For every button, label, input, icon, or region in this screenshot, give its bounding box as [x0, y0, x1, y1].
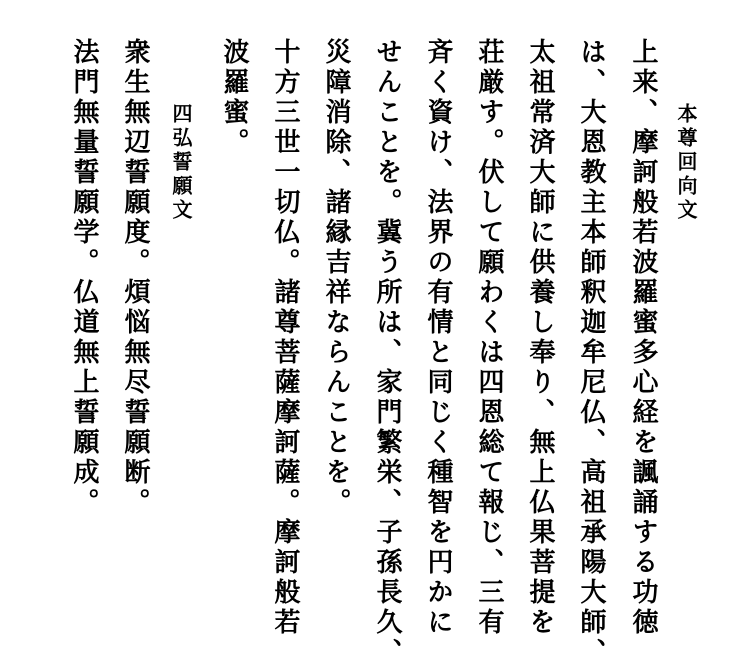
- section2-title: 四弘誓願文: [169, 103, 193, 223]
- section2-line-1: 衆生無辺誓願度。煩悩無尽誓願断。: [120, 38, 150, 518]
- section1-line-3: 太祖常済大師に供養し奉り、無上仏果菩提を: [525, 38, 555, 638]
- section1-line-7: 災障消除、諸縁吉祥ならんことを。: [321, 38, 351, 518]
- section2-line-2: 法門無量誓願学。仏道無上誓願成。: [69, 38, 99, 518]
- section1-line-2: は、大恩教主本師釈迦牟尼仏、高祖承陽大師、: [576, 38, 606, 668]
- section1-title: 本尊回向文: [674, 103, 698, 223]
- section1-line-5: 斉く資け、法界の有情と同じく種智を円かに: [423, 38, 453, 638]
- section1-line-8: 十方三世一切仏。諸尊菩薩摩訶薩。摩訶般若: [270, 38, 300, 638]
- section1-line-6: せんことを。冀う所は、家門繁栄、子孫長久、: [372, 38, 402, 668]
- section1-line-4: 荘厳す。伏して願わくは四恩総て報じ、三有: [474, 38, 504, 638]
- section1-line-1: 上来、摩訶般若波羅蜜多心経を諷誦する功徳: [628, 38, 658, 638]
- section1-line-9: 波羅蜜。: [219, 38, 249, 158]
